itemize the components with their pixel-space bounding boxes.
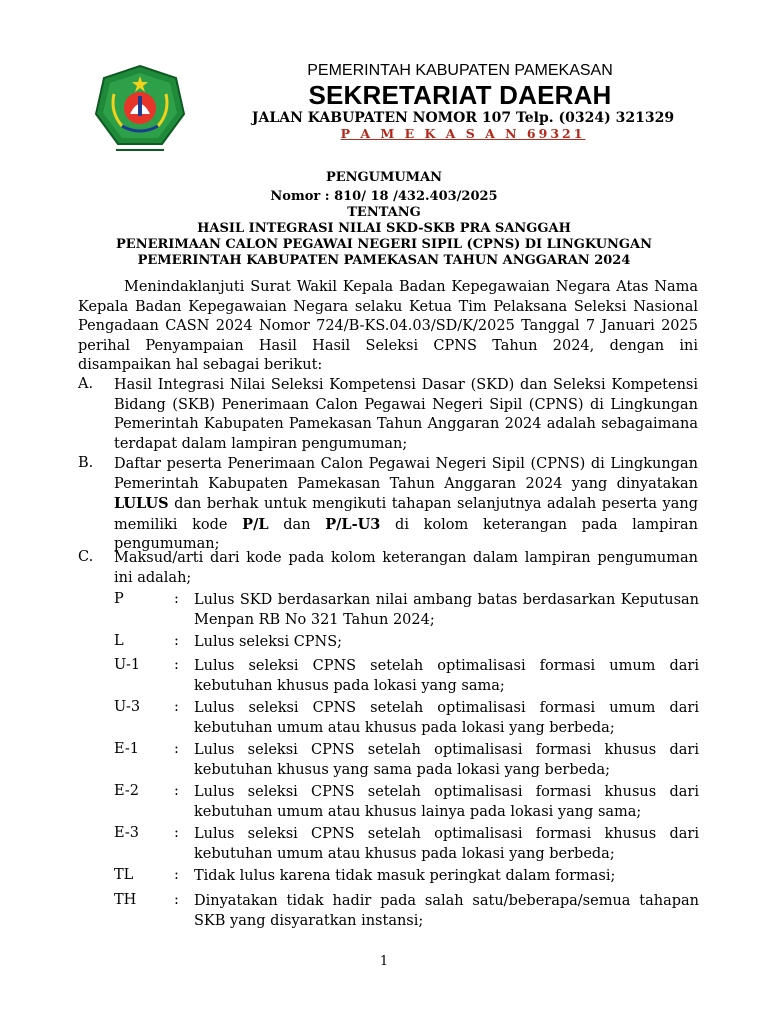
code-description: Lulus seleksi CPNS; bbox=[194, 634, 343, 650]
code-colon: : bbox=[174, 591, 179, 607]
announcement-about: TENTANG bbox=[347, 205, 421, 220]
code-label: E-2 bbox=[114, 783, 139, 799]
code-description: Tidak lulus karena tidak masuk peringkat dalam formasi; bbox=[194, 868, 616, 884]
point-a-letter: A. bbox=[78, 376, 94, 392]
code-label: TL bbox=[114, 867, 134, 883]
code-label: P bbox=[114, 591, 124, 607]
code-label: E-1 bbox=[114, 741, 139, 757]
code-colon: : bbox=[174, 825, 179, 841]
code-colon: : bbox=[174, 657, 179, 673]
header-government-name: PEMERINTAH KABUPATEN PAMEKASAN bbox=[307, 62, 613, 79]
code-description: Lulus seleksi CPNS setelah optimalisasi formasi khusus dari kebutuhan umum atau khusus pada lokasi yang berbeda; bbox=[194, 826, 699, 862]
code-colon: : bbox=[174, 892, 179, 908]
code-description: Lulus seleksi CPNS setelah optimalisasi formasi khusus dari kebutuhan khusus yang sama pada lokasi yang berbeda; bbox=[194, 742, 699, 778]
announcement-subject-2: PENERIMAAN CALON PEGAWAI NEGERI SIPIL (CPNS) DI LINGKUNGAN bbox=[116, 237, 652, 252]
pamekasan-logo bbox=[92, 64, 188, 152]
code-colon: : bbox=[174, 741, 179, 757]
intro-paragraph: Menindaklanjuti Surat Wakil Kepala Badan Kepegawaian Negara Atas Nama Kepala Badan Kepegawaian Negara selaku Ketua Tim Pelaksana Seleksi Nasional Pengadaan CASN 2024 Nomor 724/B-KS.04.03/SD/K/2025 Tanggal 7 Januari 2025 perihal Penyampaian Hasil Hasil Seleksi CPNS Tahun 2024, dengan ini disampaikan hal sebagai berikut: bbox=[78, 279, 698, 373]
code-label: U-3 bbox=[114, 699, 141, 715]
code-label: E-3 bbox=[114, 825, 139, 841]
page-number: 1 bbox=[379, 954, 389, 969]
code-description: Dinyatakan tidak hadir pada salah satu/beberapa/semua tahapan SKB yang disyaratkan instansi; bbox=[194, 893, 699, 929]
code-colon: : bbox=[174, 867, 179, 883]
code-colon: : bbox=[174, 633, 179, 649]
announcement-number: Nomor : 810/ 18 /432.403/2025 bbox=[270, 189, 498, 204]
code-label: TH bbox=[114, 892, 137, 908]
announcement-subject-3: PEMERINTAH KABUPATEN PAMEKASAN TAHUN ANGGARAN 2024 bbox=[137, 253, 631, 268]
header-city: P A M E K A S A N 69321 bbox=[340, 126, 586, 141]
header-address: JALAN KABUPATEN NOMOR 107 Telp. (0324) 321329 bbox=[251, 110, 675, 126]
point-c-text: Maksud/arti dari kode pada kolom keterangan dalam lampiran pengumuman ini adalah; bbox=[114, 550, 698, 586]
code-label: L bbox=[114, 633, 124, 649]
point-c-letter: C. bbox=[78, 549, 94, 565]
code-description: Lulus seleksi CPNS setelah optimalisasi formasi umum dari kebutuhan umum atau khusus pada lokasi yang berbeda; bbox=[194, 700, 699, 736]
header-office-name: SEKRETARIAT DAERAH bbox=[308, 80, 612, 110]
point-a-text: Hasil Integrasi Nilai Seleksi Kompetensi Dasar (SKD) dan Seleksi Kompetensi Bidang (SKB) Penerimaan Calon Pegawai Negeri Sipil (CPNS) di Lingkungan Pemerintah Kabupaten Pamekasan Tahun Anggaran 2024 adalah sebagaimana terdapat dalam lampiran pengumuman; bbox=[114, 377, 698, 452]
point-b-letter: B. bbox=[78, 455, 94, 471]
code-colon: : bbox=[174, 783, 179, 799]
announcement-subject-1: HASIL INTEGRASI NILAI SKD-SKB PRA SANGGAH bbox=[197, 221, 571, 236]
code-description: Lulus seleksi CPNS setelah optimalisasi formasi umum dari kebutuhan khusus pada lokasi yang sama; bbox=[194, 658, 699, 694]
code-label: U-1 bbox=[114, 657, 141, 673]
code-colon: : bbox=[174, 699, 179, 715]
code-description: Lulus SKD berdasarkan nilai ambang batas berdasarkan Keputusan Menpan RB No 321 Tahun 2024; bbox=[194, 592, 699, 628]
code-description: Lulus seleksi CPNS setelah optimalisasi formasi khusus dari kebutuhan umum atau khusus lainya pada lokasi yang sama; bbox=[194, 784, 699, 820]
point-b-text: Daftar peserta Penerimaan Calon Pegawai Negeri Sipil (CPNS) di Lingkungan Pemerintah Kabupaten Pamekasan Tahun Anggaran 2024 yang dinyatakan LULUS dan berhak untuk mengikuti tahapan selanjutnya adalah peserta yang memiliki kode P/L dan P/L-U3 di kolom keterangan pada lampiran pengumuman; bbox=[114, 456, 699, 552]
announcement-title: PENGUMUMAN bbox=[325, 170, 443, 185]
